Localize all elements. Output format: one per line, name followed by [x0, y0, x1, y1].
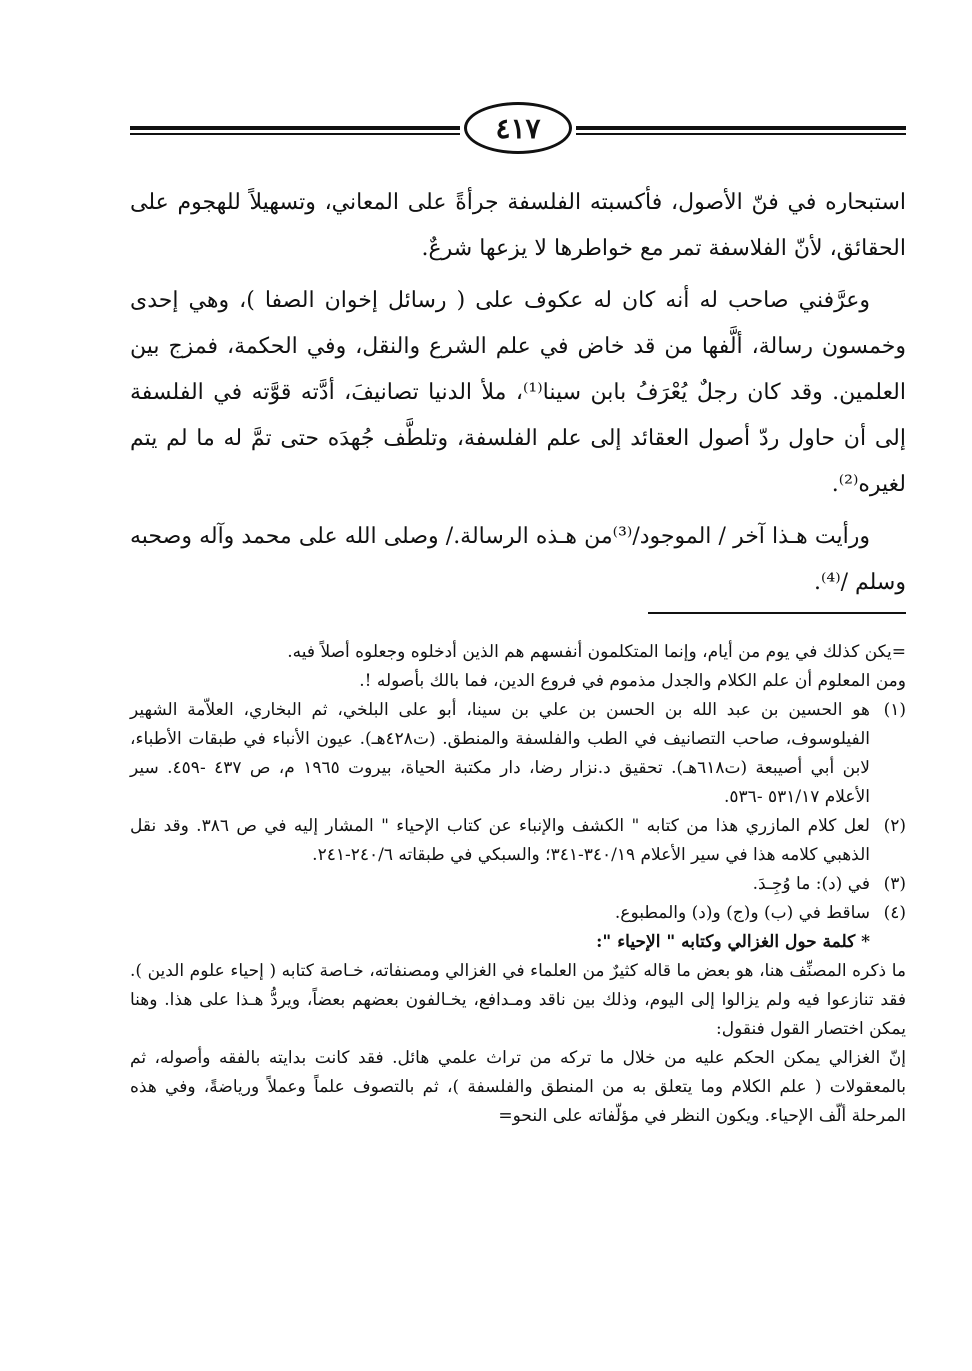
footnote-continuation-line: =يكن كذلك في يوم من أيام، وإنما المتكلمون أنفسهم هم الذين أدخلوه وجعلوه أصلاً فيه. [287, 642, 906, 662]
note-paragraph: إنّ الغزالي يمكن الحكم عليه من خلال ما تركه من تراث علمي هائل. فقد كانت بدايته بالفقه وأصوله، ثم بالمعقولات ( علم الكلام وما يتعلق به من المنطق والفلسفة )، ثم بالتصوف علماً وعملاً ورياضةً، وفي هذه المرحلة ألّف الإحياء. ويكون النظر في مؤلّفاته على النحو= [130, 1048, 906, 1126]
footnote-text: لعل كلام المازري هذا من كتابه " الكشف والإنباء عن كتاب الإحياء " المشار إليه في ص ٣٨٦. وقد نقل الذهبي كلامه هذا في سير الأعلام ٣٤٠/١٩-٣٤١؛ والسبكي في طبقاته ٢٤٠/٦-٢٤١. [130, 816, 870, 865]
header-rule-thin [130, 133, 460, 135]
footnote-item [130, 696, 906, 812]
main-paragraph: ورأيت هـذا آخر / الموجود/⁽³⁾من هـذه الرسالة./ وصلى الله على محمد وآله وصحبه وسلم /⁽⁴⁾. [130, 524, 906, 595]
header-rule-right [576, 126, 906, 135]
footnote-number: (٤) [883, 903, 906, 923]
header-rule-thick [576, 126, 906, 130]
footnote-number: (٢) [883, 816, 906, 836]
page-header [130, 100, 906, 160]
main-body [130, 180, 906, 612]
footnote-text: في (د): ما وُجِـدَ. [752, 874, 870, 894]
header-rule-thin [576, 133, 906, 135]
footnote-item [130, 812, 906, 870]
footnote-number: (٣) [883, 874, 906, 894]
footnote-separator [648, 612, 906, 614]
footnotes [130, 638, 906, 1131]
header-rule-left [130, 126, 460, 135]
header-rule-thick [130, 126, 460, 130]
page-number: ٤١٧ [464, 102, 572, 154]
note-heading: * كلمة حول الغزالي وكتابه " الإحياء ": [596, 932, 870, 952]
footnote-text: هو الحسين بن عبد الله بن الحسن بن علي بن سينا، أبو على البلخي، ثم البخاري، العلاّمة الشهير الفيلوسوف، صاحب التصانيف في الطب والفلسفة والمنطق. (ت٤٢٨هـ). عيون الأنباء في طبقات الأطباء، لابن أبي أصيبعة (ت٦١٨هـ). تحقيق د.نزار رضا، دار مكتبة الحياة، بيروت ١٩٦٥ م، ص ٤٣٧ -٤٥٩. سير الأعلام ٥٣١/١٧ -٥٣٦. [130, 700, 870, 807]
footnote-continuation-line: ومن المعلوم أن علم الكلام والجدل مذموم في فروع الدين، فما بالك بأصوله !. [359, 671, 906, 691]
footnote-number: (١) [883, 700, 906, 720]
main-paragraph: استبحاره في فنّ الأصول، فأكسبته الفلسفة جرأةً على المعاني، وتسهيلاً للهجوم على الحقائق، لأنّ الفلاسفة تمر مع خواطرها لا يزعها شرعٌ. [130, 190, 906, 261]
footnote-text: ساقط في (ب) و(ج) و(د) والمطبوع. [614, 903, 870, 923]
footnote-item [130, 899, 906, 928]
main-paragraph: وعرَّفني صاحب له أنه كان له عكوف على ( رسائل إخوان الصفا )، وهي إحدى وخمسون رسالة، ألَّفها من قد خاض في علم الشرع والنقل، وفي الحكمة، فمزج بين العلمين. وقد كان رجلٌ يُعْرَفُ بابن سينا⁽¹⁾، ملأ الدنيا تصانيفَ، أدَّته قوَّته في الفلسفة إلى أن حاول ردّ أصول العقائد إلى علم الفلسفة، وتلطَّف جُهدَه حتى تمَّ له ما لم يتم لغيره⁽²⁾. [130, 288, 906, 497]
note-paragraph: ما ذكره المصنِّف هنا، هو بعض ما قاله كثيرٌ من العلماء في الغزالي ومصنفاته، خـاصة كتابه ( إحياء علوم الدين ). فقد تنازعوا فيه ولم يزالوا إلى اليوم، وذلك بين ناقد ومـدافع، يخـالفون بعضهم بعضاً، ويردُّ هـذا على هذا. وهنا يمكن اختصار القول فنقول: [130, 961, 906, 1039]
footnote-item [130, 870, 906, 899]
note-body [130, 957, 906, 1131]
